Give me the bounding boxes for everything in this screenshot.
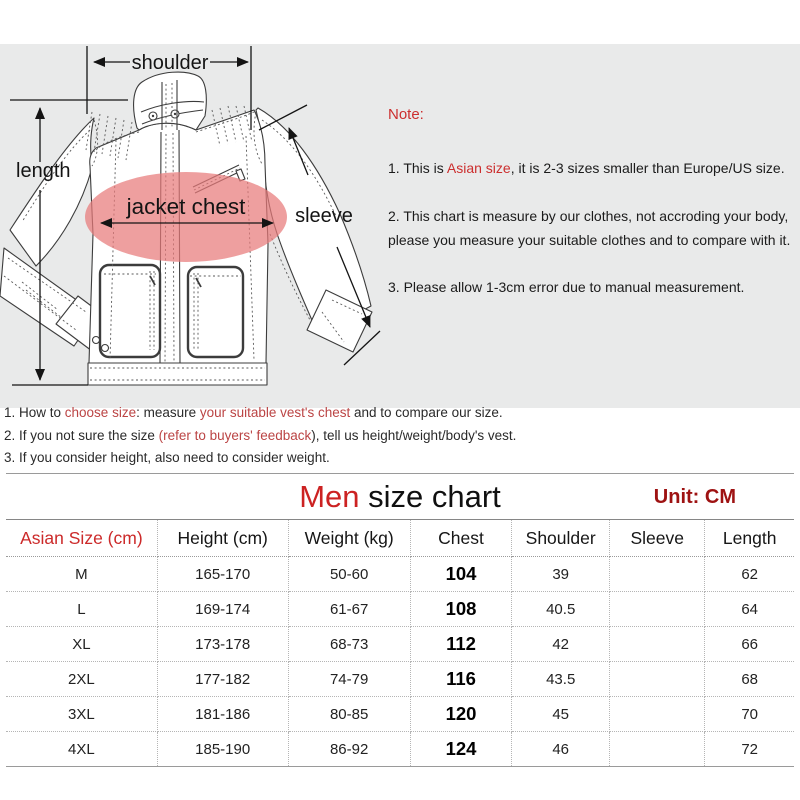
cell-height: 169-174	[157, 592, 288, 627]
col-header-shoulder: Shoulder	[512, 520, 610, 557]
measurement-panel	[0, 44, 800, 408]
cell-sleeve	[610, 627, 705, 662]
cell-weight: 74-79	[288, 662, 410, 697]
cell-length: 72	[705, 732, 794, 767]
size-chart-title-rest: size chart	[359, 479, 501, 514]
note-item-1	[388, 156, 785, 180]
tip-1-mid: : measure	[136, 405, 200, 420]
tip-3: 3. If you consider height, also need to consider weight.	[4, 450, 330, 465]
cell-size: 3XL	[6, 697, 157, 732]
cell-height: 165-170	[157, 557, 288, 592]
jacket-chest-label: jacket chest	[126, 194, 246, 219]
cell-height: 181-186	[157, 697, 288, 732]
note-item-3: 3. Please allow 1-3cm error due to manual measurement.	[388, 279, 745, 295]
tip-2-end: ), tell us height/weight/body's vest.	[311, 427, 517, 443]
table-row	[6, 592, 794, 627]
cell-chest: 108	[410, 592, 512, 627]
tips-section	[4, 402, 516, 470]
col-header-height: Height (cm)	[157, 520, 288, 557]
tip-1-end: and to compare our size.	[350, 405, 503, 420]
shoulder-label: shoulder	[131, 52, 209, 74]
cell-chest: 124	[410, 732, 512, 767]
size-table-header-row	[6, 520, 794, 557]
sleeve-label: sleeve	[295, 205, 353, 227]
cell-sleeve	[610, 732, 705, 767]
cell-weight: 50-60	[288, 557, 410, 592]
note-item-1-text: 1. This is	[388, 160, 447, 176]
col-header-asian-size: Asian Size (cm)	[6, 520, 157, 557]
tip-2-text: 2. If you not sure the size	[4, 427, 159, 443]
note-item-1-highlight: Asian size	[446, 160, 511, 176]
note-item-1-suffix: , it is 2-3 sizes smaller than Europe/US size.	[510, 160, 785, 176]
cell-size: M	[6, 557, 157, 592]
size-chart-titlebar	[6, 474, 794, 520]
tip-1	[4, 402, 516, 425]
cell-shoulder: 43.5	[512, 662, 610, 697]
tip-1-text: 1. How to	[4, 405, 65, 420]
table-row	[6, 662, 794, 697]
cell-size: XL	[6, 627, 157, 662]
size-chart-section	[6, 473, 794, 767]
cell-length: 66	[705, 627, 794, 662]
note-item-2	[388, 204, 790, 252]
note-item-2-line2: please you measure your suitable clothes and to compare with it.	[388, 232, 791, 248]
cell-sleeve	[610, 662, 705, 697]
cell-chest: 104	[410, 557, 512, 592]
cell-shoulder: 42	[512, 627, 610, 662]
table-row	[6, 557, 794, 592]
cell-size: 4XL	[6, 732, 157, 767]
cell-shoulder: 39	[512, 557, 610, 592]
size-chart-title-men: Men	[299, 479, 360, 514]
length-label: length	[16, 160, 71, 182]
col-header-sleeve: Sleeve	[610, 520, 705, 557]
cell-sleeve	[610, 592, 705, 627]
cell-weight: 80-85	[288, 697, 410, 732]
cell-sleeve	[610, 697, 705, 732]
cell-length: 62	[705, 557, 794, 592]
table-row	[6, 697, 794, 732]
col-header-weight: Weight (kg)	[288, 520, 410, 557]
cell-size: L	[6, 592, 157, 627]
tip-2-highlight: (refer to buyers' feedback	[158, 427, 312, 443]
table-row	[6, 627, 794, 662]
cell-chest: 112	[410, 627, 512, 662]
jacket-measurement-diagram	[0, 44, 390, 408]
cell-height: 185-190	[157, 732, 288, 767]
cell-length: 64	[705, 592, 794, 627]
cell-height: 177-182	[157, 662, 288, 697]
cell-length: 70	[705, 697, 794, 732]
col-header-length: Length	[705, 520, 794, 557]
cell-height: 173-178	[157, 627, 288, 662]
cell-shoulder: 45	[512, 697, 610, 732]
tip-2	[4, 425, 516, 448]
cell-sleeve	[610, 557, 705, 592]
cell-chest: 120	[410, 697, 512, 732]
cell-weight: 61-67	[288, 592, 410, 627]
tip-1-highlight-2: your suitable vest's chest	[199, 405, 351, 420]
note-title: Note:	[388, 106, 424, 123]
cell-size: 2XL	[6, 662, 157, 697]
cell-shoulder: 46	[512, 732, 610, 767]
cell-length: 68	[705, 662, 794, 697]
cell-chest: 116	[410, 662, 512, 697]
unit-label: Unit: CM	[653, 486, 736, 508]
cell-shoulder: 40.5	[512, 592, 610, 627]
tip-1-highlight-1: choose size	[64, 405, 137, 420]
note-item-2-line1: 2. This chart is measure by our clothes, not accroding your body,	[388, 208, 789, 224]
cell-weight: 86-92	[288, 732, 410, 767]
col-header-chest: Chest	[410, 520, 512, 557]
cell-weight: 68-73	[288, 627, 410, 662]
table-row	[6, 732, 794, 767]
size-table	[6, 520, 794, 767]
